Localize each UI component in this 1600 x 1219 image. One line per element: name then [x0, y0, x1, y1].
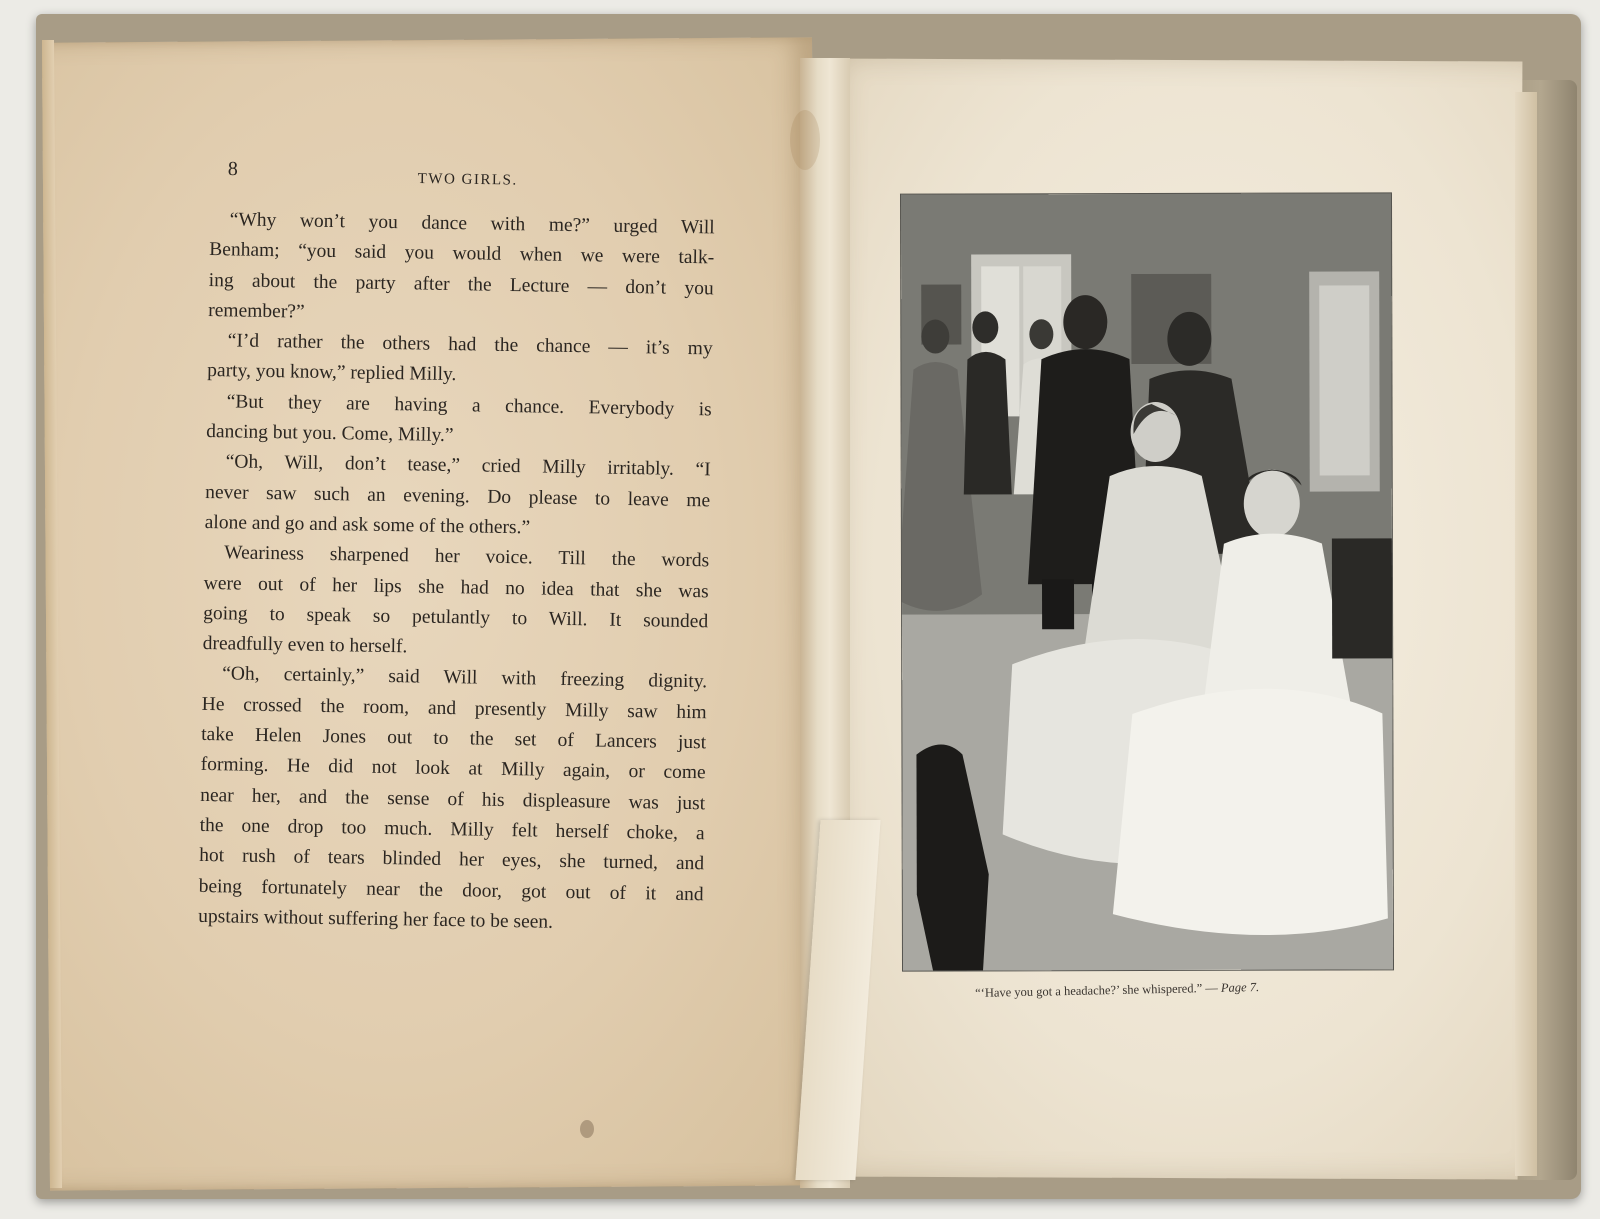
paragraph: [204, 447, 710, 546]
text-line: dreadfully even to herself.: [202, 633, 408, 658]
text-line: forming. He did not look at Milly again, or come: [200, 754, 706, 784]
text-line: hot rush of tears blinded her eyes, she turned, and: [199, 845, 705, 875]
text-line: the one drop too much. Milly felt herself choke, a: [199, 814, 705, 845]
ballroom-illustration: [901, 193, 1393, 970]
text-line: never saw such an evening. Do please to leave me: [205, 481, 711, 512]
text-line: upstairs without suffering her face to be seen.: [198, 905, 554, 933]
text-line: dancing but you. Come, Milly.”: [206, 421, 454, 447]
text-line: He crossed the room, and presently Milly saw him: [201, 693, 707, 724]
page-text: [198, 205, 715, 940]
text-line: being fortunately near the door, got out of it and: [198, 875, 704, 905]
text-line: ing about the party after the Lecture — don’t you: [208, 269, 714, 299]
text-line: “Oh, Will, don’t tease,” cried Milly irritably. “I: [225, 451, 711, 481]
text-line: party, you know,” replied Milly.: [207, 360, 457, 386]
page-number: 8: [227, 158, 238, 181]
text-line: “Why won’t you dance with me?” urged Will: [229, 209, 715, 239]
caption-quote: “‘Have you got a headache?’ she whispered.” —: [975, 980, 1218, 1000]
page-stain: [790, 110, 820, 170]
text-line: near her, and the sense of his displeasure was just: [200, 784, 706, 814]
paragraph: [207, 326, 713, 395]
text-line: going to speak so petulantly to Will. It sounded: [203, 602, 709, 633]
paragraph: [202, 538, 709, 668]
paragraph: [206, 387, 712, 456]
paragraph: [208, 205, 715, 335]
text-line: were out of her lips she had no idea that she was: [203, 572, 709, 602]
text-line: Weariness sharpened her voice. Till the words: [224, 542, 710, 572]
text-line: “Oh, certainly,” said Will with freezing dignity.: [222, 663, 708, 693]
text-line: Benham; “you said you would when we were talk-: [209, 239, 715, 269]
caption-page-ref: Page 7.: [1220, 980, 1260, 995]
text-line: alone and go and ask some of the others.”: [204, 511, 531, 539]
text-line: “But they are having a chance. Everybody is: [226, 391, 712, 421]
paragraph: [198, 659, 707, 940]
page-stain: [580, 1120, 594, 1138]
text-line: remember?”: [208, 299, 305, 323]
right-page-edge: [1515, 92, 1537, 1176]
text-line: “I’d rather the others had the chance — it’s my: [227, 330, 713, 360]
running-title: TWO GIRLS.: [417, 170, 518, 189]
illustration-plate: [901, 193, 1393, 970]
text-line: take Helen Jones out to the set of Lancers just: [201, 723, 707, 754]
